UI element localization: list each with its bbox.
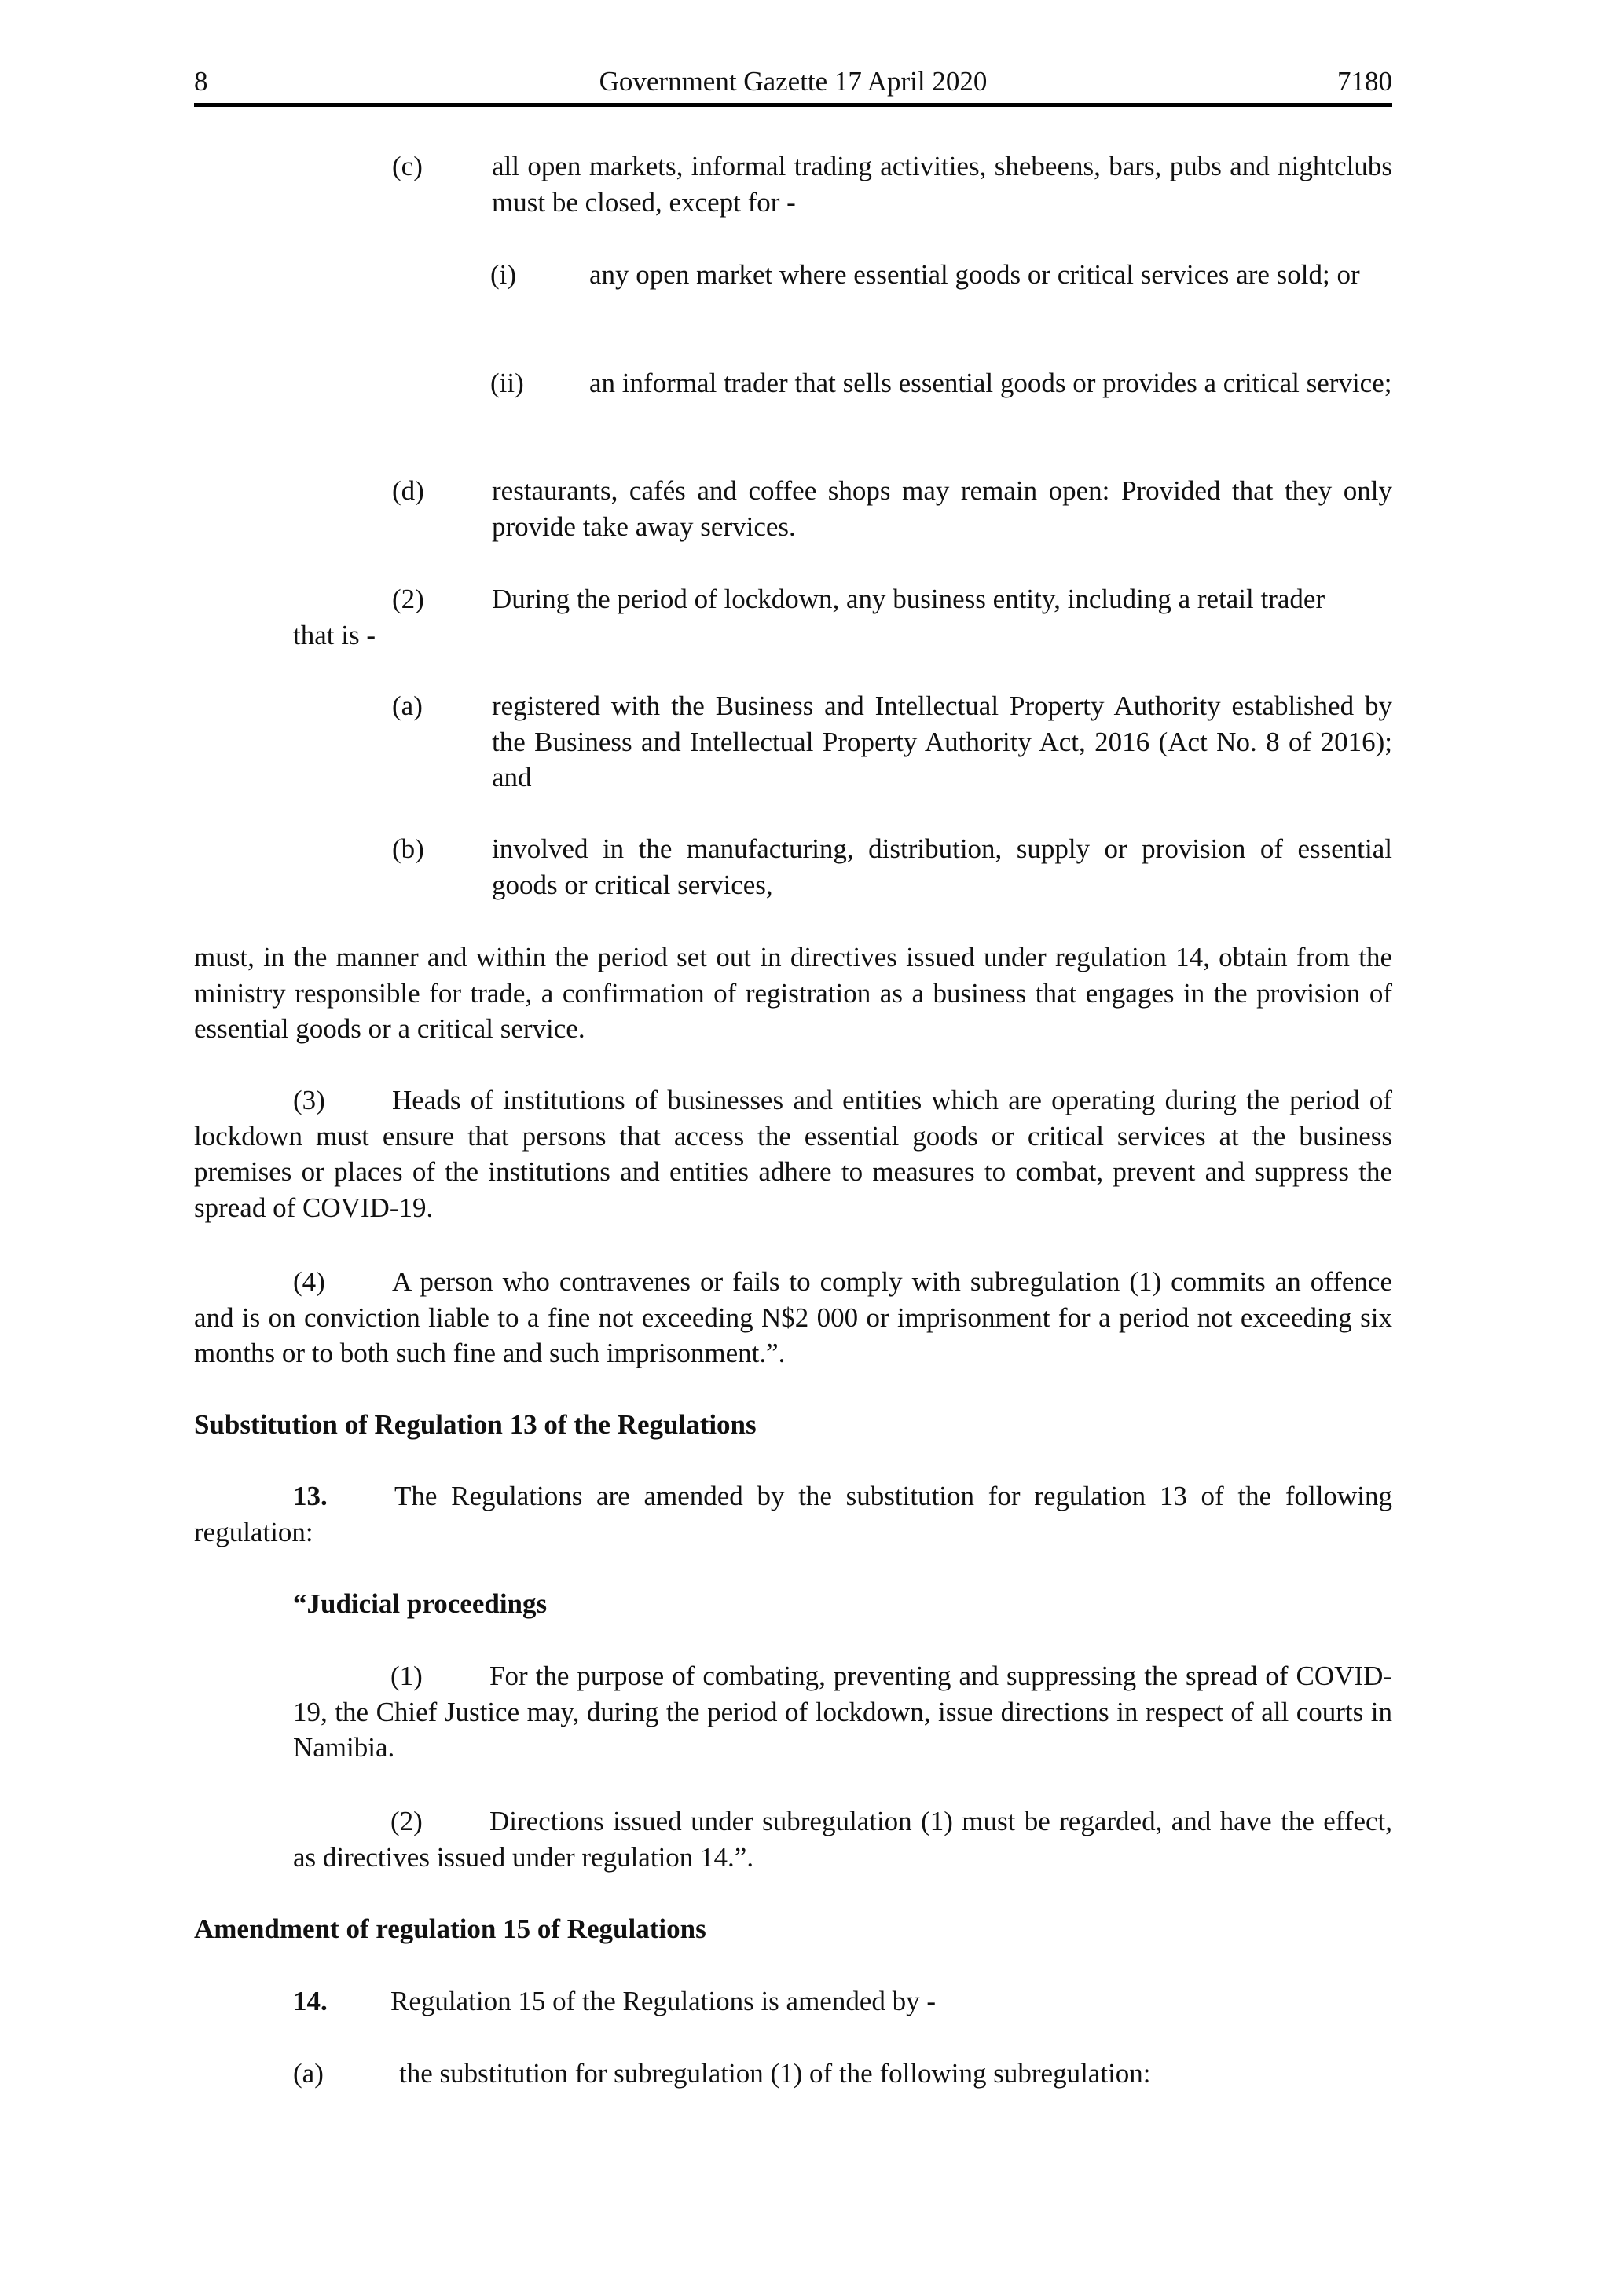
section-number: 14. — [293, 1986, 328, 2016]
item-label: (a) — [392, 690, 423, 721]
item-label: (c) — [392, 151, 423, 181]
gazette-title: Government Gazette 17 April 2020 — [599, 66, 988, 97]
item-text: all open markets, informal trading activities, shebeens, bars, pubs and nightclubs must be closed, except for - — [492, 151, 1392, 218]
item-text: the substitution for subregulation (1) of the following subregulation: — [399, 2058, 1151, 2089]
subitem-label: (i) — [490, 259, 517, 290]
subregulation-text: During the period of lockdown, any business entity, including a retail trader — [492, 584, 1325, 614]
item-label: (b) — [392, 833, 424, 864]
section-heading: Substitution of Regulation 13 of the Regulations — [194, 1409, 757, 1440]
page-header — [194, 64, 1392, 100]
subregulation-text: Heads of institutions of businesses and entities which are operating during the period of lockdown must ensure that persons that access the essential goods or critical services at the business premises or places of the institutions and entities adhere to measures to combat, prevent and suppress the spread of COVID-19. — [194, 1085, 1392, 1223]
subitem-label: (ii) — [490, 368, 524, 398]
para-label: (2) — [390, 1806, 423, 1836]
para-text: For the purpose of combating, preventing and suppressing the spread of COVID-19, the Chief Justice may, during the period of lockdown, issue directions in respect of all courts in Namibia. — [293, 1661, 1392, 1763]
subregulation-2-tail: must, in the manner and within the period set out in directives issued under regulation 14, obtain from the ministry responsible for trade, a confirmation of registration as a business that engages in the provision of essential goods or a critical service. — [194, 942, 1392, 1044]
gazette-number: 7180 — [1337, 66, 1392, 97]
item-label: (a) — [293, 2058, 324, 2089]
section-text: Regulation 15 of the Regulations is amended by - — [390, 1986, 937, 2016]
subregulation-label: (4) — [293, 1266, 325, 1297]
judicial-para-2 — [293, 1803, 1392, 1875]
item-label: (d) — [392, 475, 424, 506]
subregulation-4 — [194, 1264, 1392, 1371]
header-rule — [194, 103, 1392, 107]
quoted-heading: “Judicial proceedings — [293, 1588, 548, 1619]
section-number: 13. — [293, 1481, 328, 1511]
section-heading: Amendment of regulation 15 of Regulations — [194, 1913, 706, 1944]
subitem-text: any open market where essential goods or critical services are sold; or — [589, 259, 1360, 290]
subregulation-label: (3) — [293, 1085, 325, 1115]
para-text: Directions issued under subregulation (1) must be regarded, and have the effect, as directives issued under regulation 14.”. — [293, 1806, 1392, 1873]
judicial-para-1 — [293, 1658, 1392, 1766]
section-13-paragraph — [194, 1478, 1392, 1550]
subregulation-label: (2) — [392, 584, 424, 614]
subregulation-3 — [194, 1082, 1392, 1225]
item-text: registered with the Business and Intellectual Property Authority established by the Business and Intellectual Property Authority Act, 2016 (Act No. 8 of 2016); and — [492, 690, 1392, 793]
subregulation-text: A person who contravenes or fails to comply with subregulation (1) commits an offence and is on conviction liable to a fine not exceeding N$2 000 or imprisonment for a period not exceeding six months or to both such fine and such imprisonment.”. — [194, 1266, 1392, 1368]
section-text: The Regulations are amended by the substitution for regulation 13 of the following regulation: — [194, 1481, 1392, 1547]
item-text: involved in the manufacturing, distribution, supply or provision of essential goods or critical services, — [492, 833, 1392, 900]
para-label: (1) — [390, 1661, 423, 1691]
subregulation-continuation: that is - — [293, 619, 376, 650]
item-text: restaurants, cafés and coffee shops may remain open: Provided that they only provide take away services. — [492, 475, 1392, 542]
subitem-text: an informal trader that sells essential goods or provides a critical service; — [589, 368, 1392, 398]
page-number: 8 — [194, 66, 208, 97]
